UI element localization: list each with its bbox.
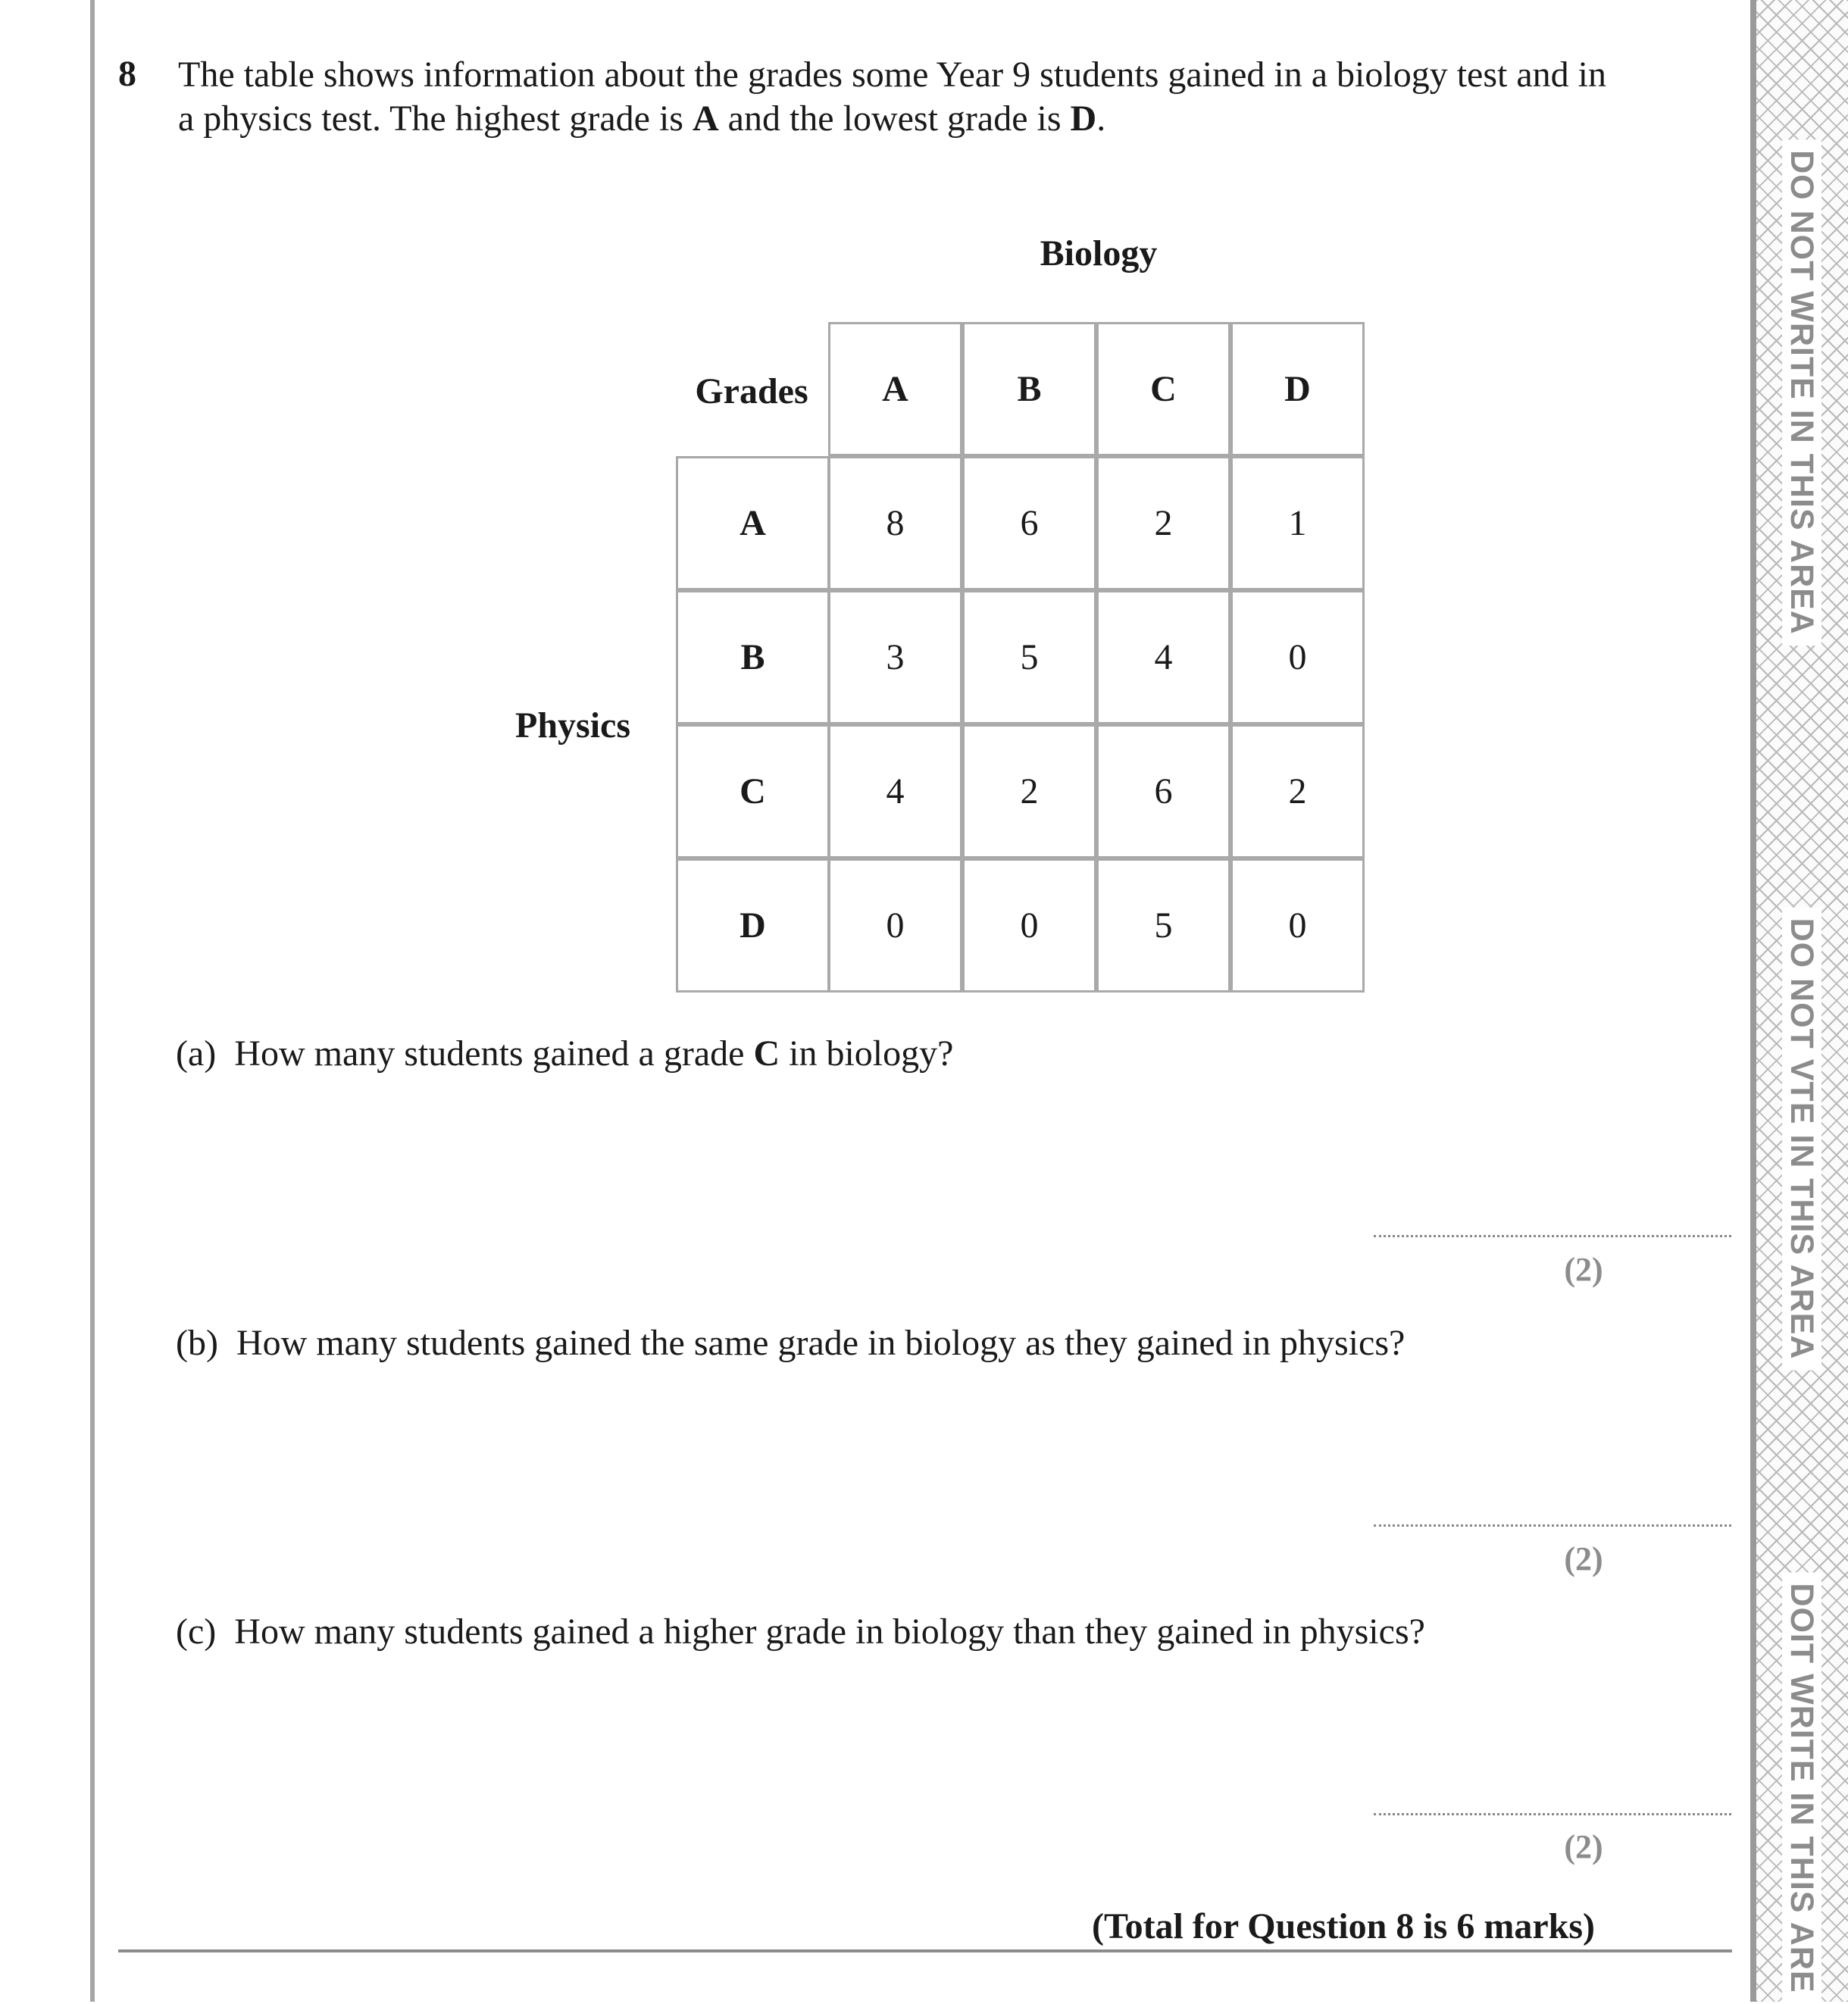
column-header: B bbox=[962, 322, 1096, 456]
question-intro: The table shows information about the grades some Year 9 students gained in a biology test and in a physics test. The highest grade is A and the lowest grade is D. bbox=[178, 55, 1606, 139]
table-cell: 0 bbox=[1230, 590, 1365, 724]
table-cell: 2 bbox=[1096, 456, 1230, 590]
part-b-answer-line[interactable] bbox=[1374, 1524, 1731, 1527]
table-cell: 3 bbox=[828, 590, 962, 724]
table-cell: 5 bbox=[962, 590, 1096, 724]
table-cell: 2 bbox=[1230, 724, 1365, 858]
question-total-marks: (Total for Question 8 is 6 marks) bbox=[1091, 1906, 1595, 1946]
table-cell: 0 bbox=[828, 858, 962, 993]
table-cell: 4 bbox=[1096, 590, 1230, 724]
part-c-answer-line[interactable] bbox=[1374, 1813, 1731, 1815]
table-cell: 2 bbox=[962, 724, 1096, 858]
part-a-question: (a) How many students gained a grade C in biology? bbox=[176, 1033, 954, 1074]
table-cell: 1 bbox=[1230, 456, 1365, 590]
table-cell: 6 bbox=[962, 456, 1096, 590]
left-margin-rule bbox=[90, 0, 95, 2002]
table-cell: 4 bbox=[828, 724, 962, 858]
table-column-title: Biology bbox=[1040, 233, 1158, 274]
table-cell: 0 bbox=[962, 858, 1096, 993]
part-c-marks: (2) bbox=[1564, 1828, 1603, 1865]
row-header: C bbox=[676, 724, 830, 858]
part-a-answer-line[interactable] bbox=[1374, 1235, 1731, 1237]
row-header: D bbox=[676, 858, 830, 993]
table-cell: 0 bbox=[1230, 858, 1365, 993]
column-header: A bbox=[828, 322, 962, 456]
part-a-marks: (2) bbox=[1564, 1251, 1603, 1288]
column-header: C bbox=[1096, 322, 1230, 456]
bottom-divider bbox=[118, 1949, 1732, 1952]
part-b-question: (b) How many students gained the same grade in biology as they gained in physics? bbox=[176, 1323, 1406, 1363]
column-header: D bbox=[1230, 322, 1365, 456]
part-b-marks: (2) bbox=[1564, 1540, 1603, 1577]
table-corner-label: Grades bbox=[695, 370, 808, 411]
part-c-question: (c) How many students gained a higher grade in biology than they gained in physics? bbox=[176, 1612, 1425, 1652]
row-header: A bbox=[676, 456, 830, 590]
table-cell: 8 bbox=[828, 456, 962, 590]
table-cell: 6 bbox=[1096, 724, 1230, 858]
table-row-title: Physics bbox=[515, 705, 631, 746]
right-margin-rule bbox=[1750, 0, 1756, 2002]
row-header: B bbox=[676, 590, 830, 724]
question-number: 8 bbox=[118, 54, 136, 94]
table-cell: 5 bbox=[1096, 858, 1230, 993]
